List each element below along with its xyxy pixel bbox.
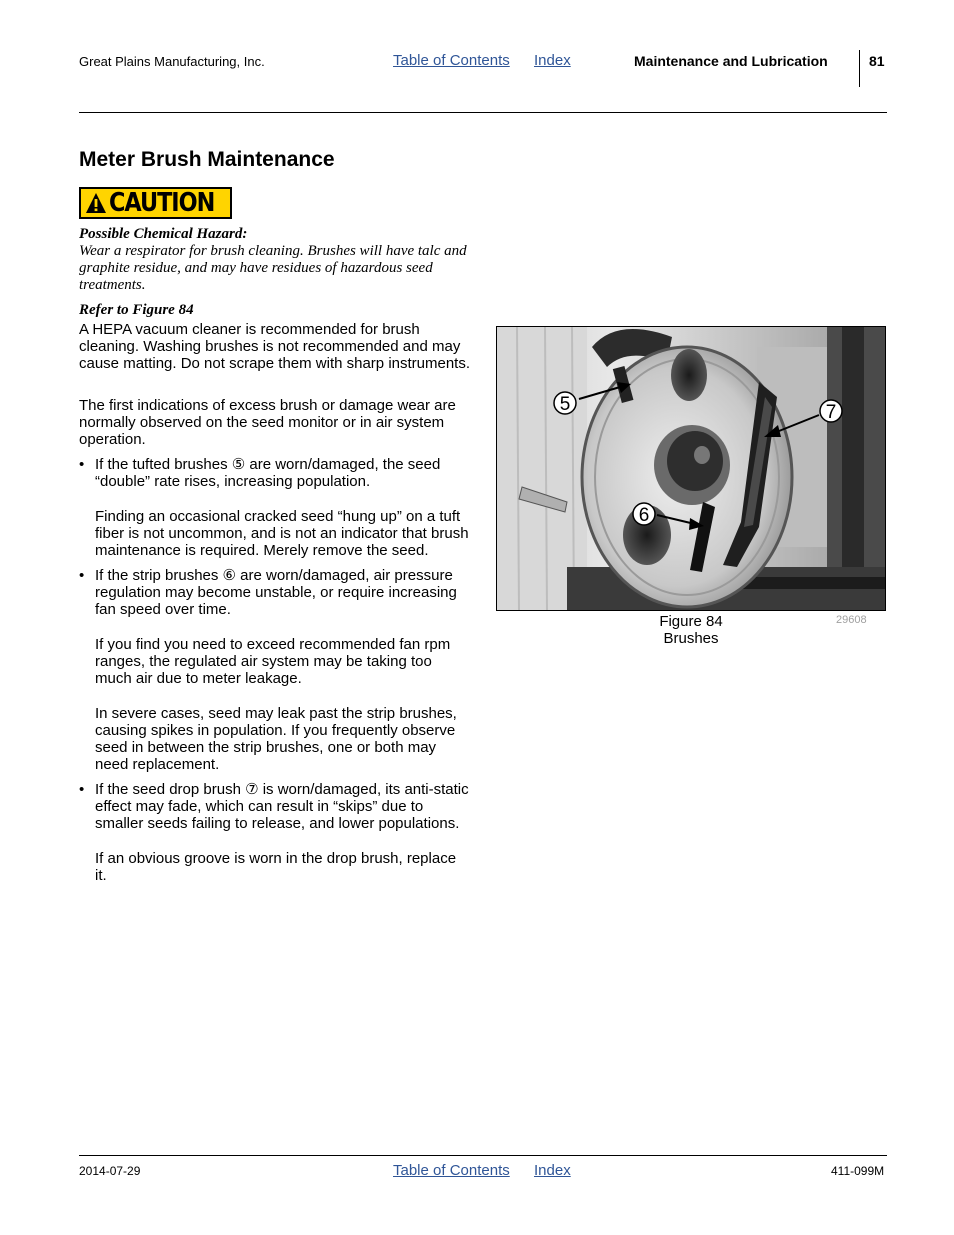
header-divider: [859, 50, 860, 87]
caution-word: CAUTION: [109, 188, 215, 218]
caution-label: [79, 187, 232, 219]
figure-caption: [630, 613, 752, 647]
bullet-dot: •: [79, 567, 85, 584]
bullet-text: If the strip brushes ⑥ are worn/damaged, air pressure regulation may become unstable, or require increasing fan speed over time.: [95, 567, 457, 618]
footer-doc-number: 411-099M: [831, 1164, 885, 1178]
header-section-title: Maintenance and Lubrication: [634, 53, 828, 69]
figure-brushes-photo: [496, 326, 886, 611]
bullet-dot: •: [79, 781, 85, 798]
callout-7-label: 7: [825, 402, 837, 423]
bullet-subtext: If an obvious groove is worn in the drop brush, replace it.: [95, 850, 457, 884]
list-item: [79, 781, 471, 884]
footer-date: 2014-07-29: [79, 1164, 141, 1178]
header-toc-link[interactable]: Table of Contents: [393, 52, 510, 69]
figure-caption-number: Figure 84: [659, 613, 723, 630]
header-company: Great Plains Manufacturing, Inc.: [79, 54, 265, 69]
header-rule: [79, 112, 887, 113]
bullet-list: [79, 456, 471, 884]
paragraph-indications: The first indications of excess brush or damage wear are normally observed on the seed monitor or in air system operation.: [79, 397, 456, 448]
bullet-dot: •: [79, 456, 85, 473]
hazard-title: Possible Chemical Hazard:: [79, 226, 248, 242]
bullet-subtext: Finding an occasional cracked seed “hung up” on a tuft fiber is not uncommon, and is not an indicator that brush maintenance is required. Merely remove the seed.: [95, 508, 469, 559]
footer-index-link[interactable]: Index: [534, 1162, 571, 1179]
warning-triangle-icon: [85, 192, 107, 214]
figure-caption-title: Brushes: [663, 630, 719, 647]
figure-image-number: 29608: [836, 614, 867, 626]
page-title: Meter Brush Maintenance: [79, 148, 335, 171]
meter-photo-illustration: [497, 327, 885, 610]
bullet-subtext: If you find you need to exceed recommended fan rpm ranges, the regulated air system may be taking too much air due to meter leakage.: [95, 636, 451, 687]
list-item: [79, 567, 471, 773]
paragraph-cleaning: A HEPA vacuum cleaner is recommended for brush cleaning. Washing brushes is not recommended and may cause matting. Do not scrape them with sharp instruments.: [79, 321, 471, 372]
callout-5-label: 5: [559, 394, 571, 415]
hazard-body: Wear a respirator for brush cleaning. Brushes will have talc and graphite residue, and may have residues of hazardous seed treatments.: [79, 243, 467, 293]
page-number: 81: [869, 53, 885, 69]
callout-6-label: 6: [638, 505, 650, 526]
bullet-text: If the seed drop brush ⑦ is worn/damaged, its anti-static effect may fade, which can result in “skips” due to smaller seeds failing to release, and lower populations.: [95, 781, 469, 832]
bullet-text: If the tufted brushes ⑤ are worn/damaged, the seed “double” rate rises, increasing population.: [95, 456, 441, 490]
footer-toc-link[interactable]: Table of Contents: [393, 1162, 510, 1179]
header-index-link[interactable]: Index: [534, 52, 571, 69]
footer-rule: [79, 1155, 887, 1156]
list-item: [79, 456, 471, 559]
bullet-subtext: In severe cases, seed may leak past the strip brushes, causing spikes in population. If you frequently observe seed in between the strip brushes, one or both may need replacement.: [95, 705, 457, 773]
figure-reference: Refer to Figure 84: [79, 302, 194, 318]
